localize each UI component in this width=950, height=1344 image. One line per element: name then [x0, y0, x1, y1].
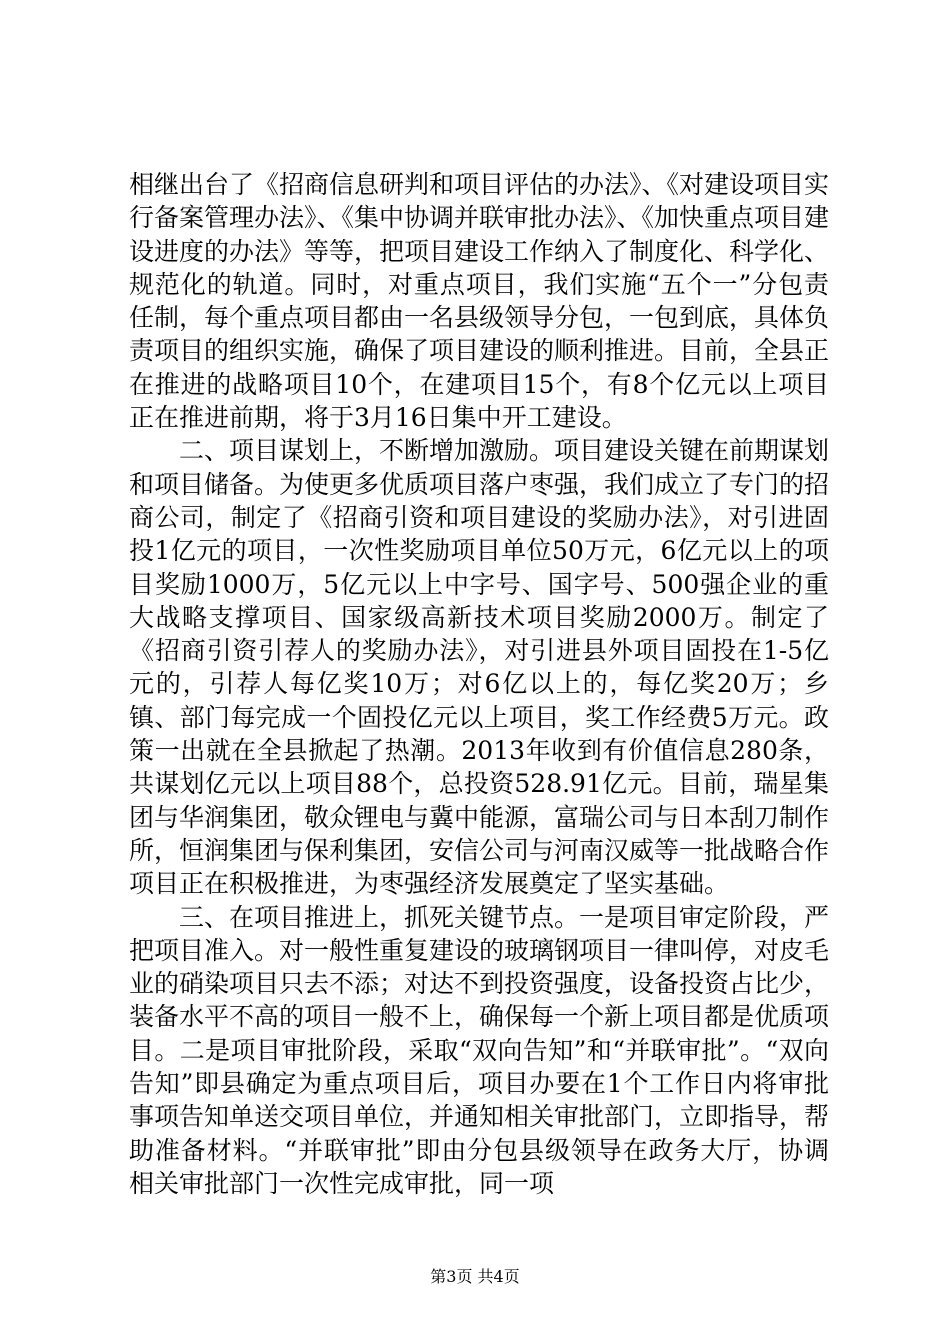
paragraph-continuation: 相继出台了《招商信息研判和项目评估的办法》、《对建设项目实行备案管理办法》、《集中协调并联审批办法》、《加快重点项目建设进度的办法》等等，把项目建设工作纳入了制度化、科学化、规范化的轨道。同时，对重点项目，我们实施“五个一”分包责任制，每个重点项目都由一名县级领导分包，一包到底，具体负责项目的组织实施，确保了项目建设的顺利推进。目前，全县正在推进的战略项目10个，在建项目15个，有8个亿元以上项目正在推进前期，将于3月16日集中开工建设。 — [129, 170, 830, 433]
page-number: 第3页 共4页 — [430, 1267, 520, 1286]
paragraph-project-promotion: 三、在项目推进上，抓死关键节点。一是项目审定阶段，严把项目准入。对一般性重复建设的玻璃钢项目一律叫停，对皮毛业的硝染项目只去不添；对达不到投资强度，设备投资占比少，装备水平不高的项目一般不上，确保每一个新上项目都是优质项目。二是项目审批阶段，采取“双向告知”和“并联审批”。“双向告知”即县确定为重点项目后，项目办要在1个工作日内将审批事项告知单送交项目单位，并通知相关审批部门，立即指导，帮助准备材料。“并联审批”即由分包县级领导在政务大厅，协调相关审批部门一次性完成审批，同一项 — [129, 902, 830, 1198]
paragraph-project-planning: 二、项目谋划上，不断增加激励。项目建设关键在前期谋划和项目储备。为使更多优质项目落户枣强，我们成立了专门的招商公司，制定了《招商引资和项目建设的奖励办法》，对引进固投1亿元的项目，一次性奖励项目单位50万元，6亿元以上的项目奖励1000万，5亿元以上中字号、国字号、500强企业的重大战略支撑项目、国家级高新技术项目奖励2000万。制定了《招商引资引荐人的奖励办法》，对引进县外项目固投在1-5亿元的，引荐人每亿奖10万；对6亿以上的，每亿奖20万；乡镇、部门每完成一个固投亿元以上项目，奖工作经费5万元。政策一出就在全县掀起了热潮。2013年收到有价值信息280条，共谋划亿元以上项目88个，总投资528.91亿元。目前，瑞星集团与华润集团，敬众锂电与冀中能源，富瑞公司与日本刮刀制作所，恒润集团与保利集团，安信公司与河南汉威等一批战略合作项目正在积极推进，为枣强经济发展奠定了坚实基础。 — [129, 436, 830, 899]
document-body — [129, 168, 829, 1200]
